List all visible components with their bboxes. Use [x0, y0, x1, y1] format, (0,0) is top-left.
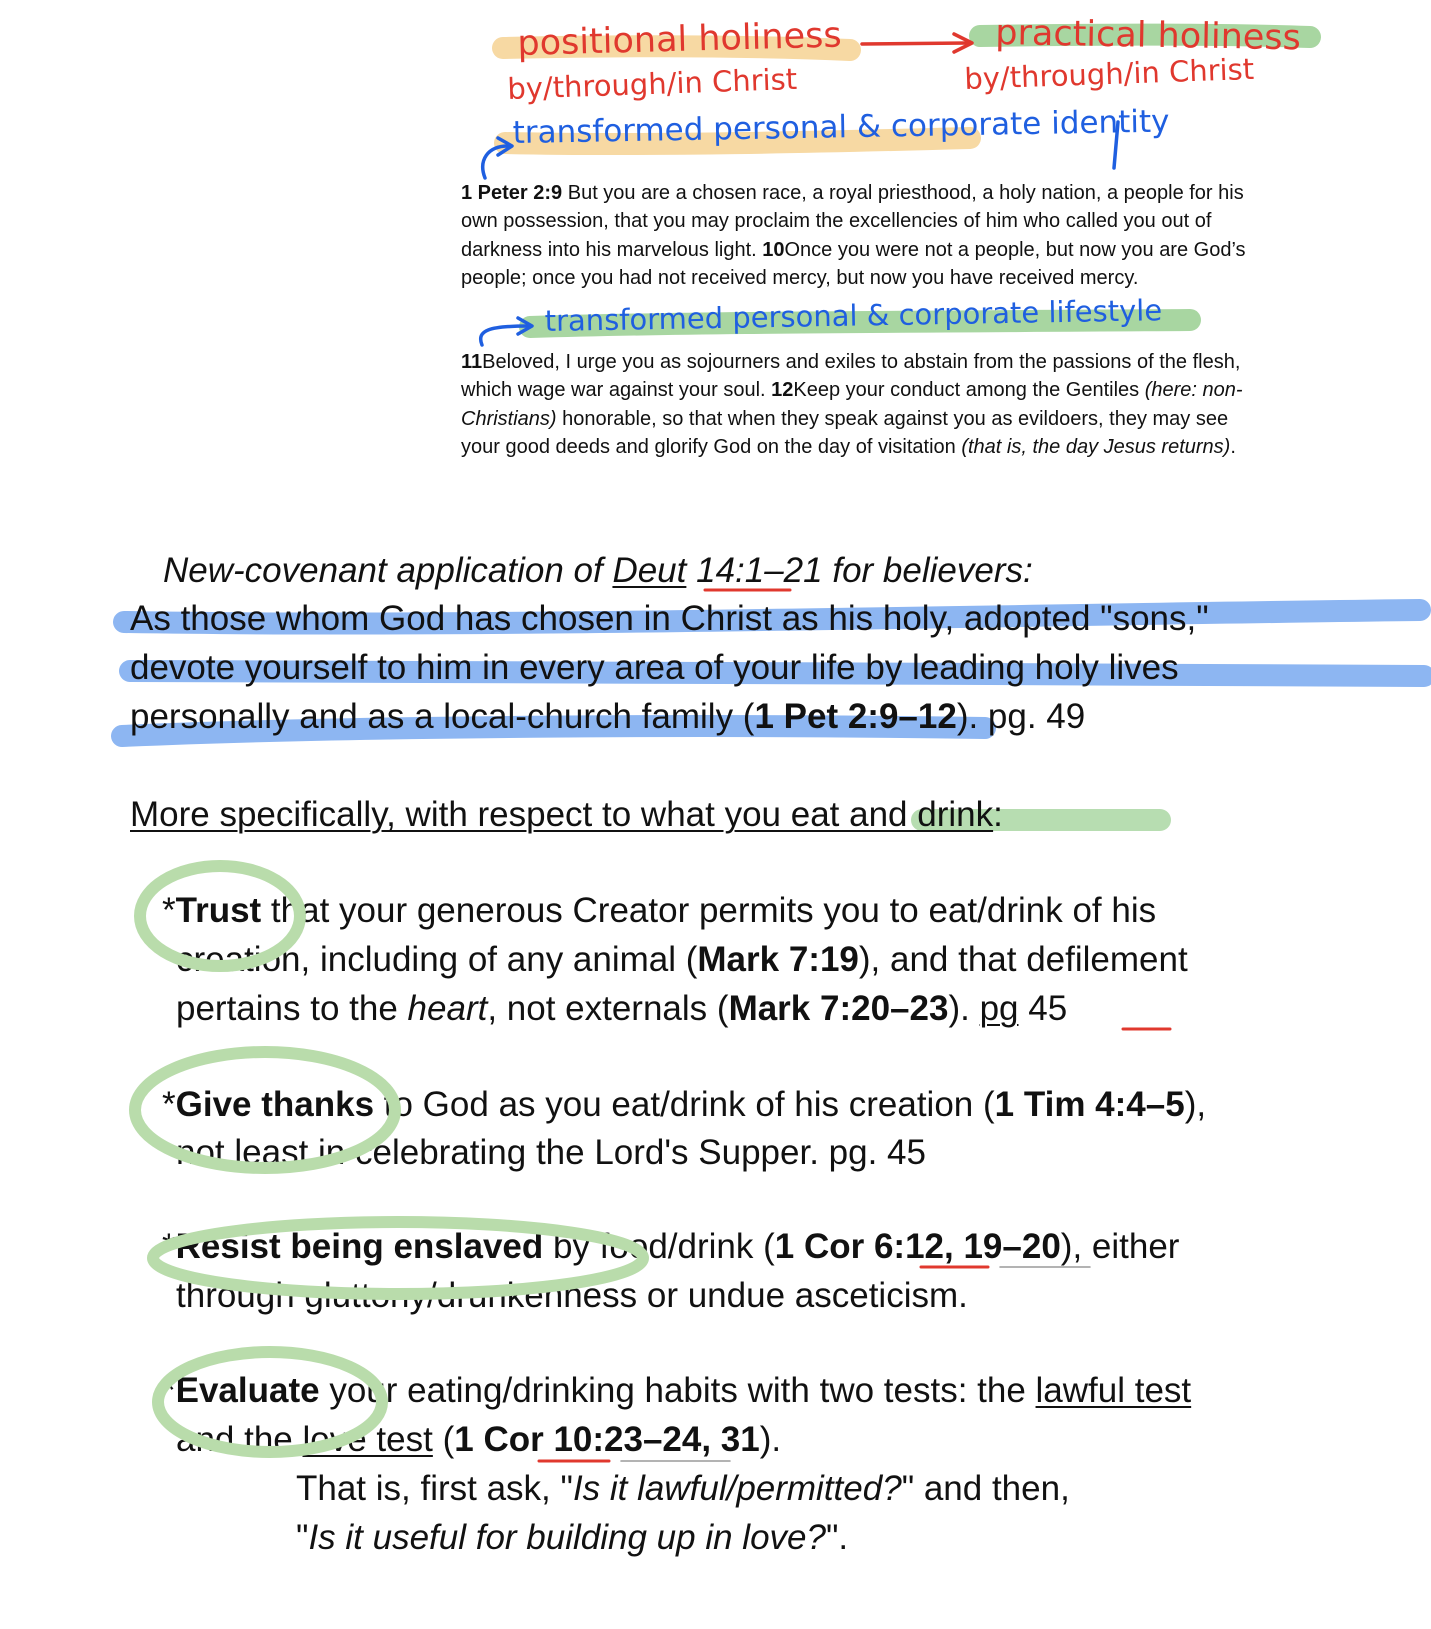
item-keyword: Resist being enslaved: [175, 1227, 544, 1266]
annotation-transformed-identity: transformed personal & corporate identity: [512, 103, 1170, 151]
scripture-ref: 1 Cor 6:12, 19–20: [774, 1227, 1061, 1266]
item-line: *Evaluate your eating/drinking habits with two tests: the lawful test: [162, 1371, 1192, 1410]
application-line-3: personally and as a local-church family (1 Pet 2:9–12). pg. 49: [130, 697, 1086, 736]
pg-word: pg: [979, 989, 1019, 1028]
verse-ref: 11: [461, 351, 483, 373]
item-line: pertains to the heart, not externals (Mark 7:20–23). pg 45: [176, 989, 1068, 1028]
verse-text: Beloved, I urge you as sojourners and exiles to abstain from the passions of the flesh, which wage war against your soul.: [461, 351, 1241, 402]
blue-tick: [1114, 122, 1118, 168]
verse-text: Keep your conduct among the Gentiles: [793, 379, 1145, 402]
scripture-ref: 1 Cor 10:23–24, 31: [454, 1420, 760, 1459]
annotation-positional-holiness: positional holiness: [516, 15, 843, 64]
verse-text: But you are a chosen race, a royal priesthood, a holy nation, a people for his own possession, that you may proclaim the excellencies of him who called you out of darkness into his marvelous light.: [461, 182, 1244, 261]
item-keyword: Evaluate: [175, 1371, 320, 1410]
red-arrow: [862, 43, 968, 44]
scripture-ref: 1 Tim 4:4–5: [994, 1085, 1185, 1124]
annotation-practical-holiness: practical holiness: [995, 13, 1302, 59]
item-line: through gluttony/drunkenness or undue asceticism.: [176, 1276, 968, 1315]
specifics-lead: More specifically, with respect to what you eat and drink:: [130, 795, 1003, 834]
application-line-1: As those whom God has chosen in Christ as his holy, adopted "sons,": [130, 599, 1209, 638]
item-line: and the love test (1 Cor 10:23–24, 31).: [176, 1420, 782, 1459]
scripture-ref: Mark 7:20–23: [728, 989, 949, 1028]
editorial-note: (here: non-Christians): [461, 379, 1243, 430]
annotation-by-through-right: by/through/in Christ: [963, 51, 1255, 96]
verse-text: Once you were not a people, but now you are God’s people; once you had not received mercy, but now you have received mercy.: [461, 238, 1246, 289]
green-circle-resist: [153, 1222, 643, 1294]
annotation-by-through-left: by/through/in Christ: [506, 61, 798, 106]
deut-word: Deut: [612, 551, 687, 590]
editorial-note: (that is, the day Jesus returns): [961, 435, 1231, 458]
blue-arrow-lifestyle: [481, 326, 528, 345]
item-keyword: Trust: [175, 891, 262, 930]
item-line: "Is it useful for building up in love?".: [296, 1518, 849, 1557]
item-line: *Trust that your generous Creator permits you to eat/drink of his: [162, 891, 1157, 930]
green-circle-evaluate: [158, 1352, 382, 1452]
verse-text: honorable, so that when they speak against you as evildoers, they may see your good deeds and glorify God on the day of visitation: [461, 407, 1229, 458]
verse-ref: 12: [771, 379, 794, 402]
lawful-test: lawful test: [1035, 1371, 1192, 1410]
item-line: not least in celebrating the Lord's Supper. pg. 45: [176, 1133, 926, 1172]
item-line: That is, first ask, "Is it lawful/permitted?" and then,: [296, 1469, 1070, 1508]
verse-ref: 1 Peter 2:9: [461, 182, 563, 204]
item-keyword: Give thanks: [175, 1085, 375, 1124]
application-heading: New-covenant application of Deut 14:1–21 for believers:: [163, 551, 1033, 590]
green-circle-trust: [140, 866, 300, 966]
item-line: *Give thanks to God as you eat/drink of his creation (1 Tim 4:4–5),: [162, 1085, 1207, 1124]
green-circle-give-thanks: [135, 1052, 395, 1168]
item-line: creation, including of any animal (Mark 7:19), and that defilement: [176, 940, 1188, 979]
item-line: *Resist being enslaved by food/drink (1 Cor 6:12, 19–20), either: [162, 1227, 1180, 1266]
scripture-ref: Mark 7:19: [697, 940, 859, 979]
verse-text: .: [1230, 435, 1236, 458]
annotation-transformed-lifestyle: transformed personal & corporate lifestyle: [544, 293, 1163, 338]
scripture-ref: 1 Pet 2:9–12: [754, 697, 957, 736]
application-line-2: devote yourself to him in every area of your life by leading holy lives: [130, 648, 1179, 687]
verse-ref: 10: [762, 238, 785, 261]
love-test: love test: [302, 1420, 433, 1459]
